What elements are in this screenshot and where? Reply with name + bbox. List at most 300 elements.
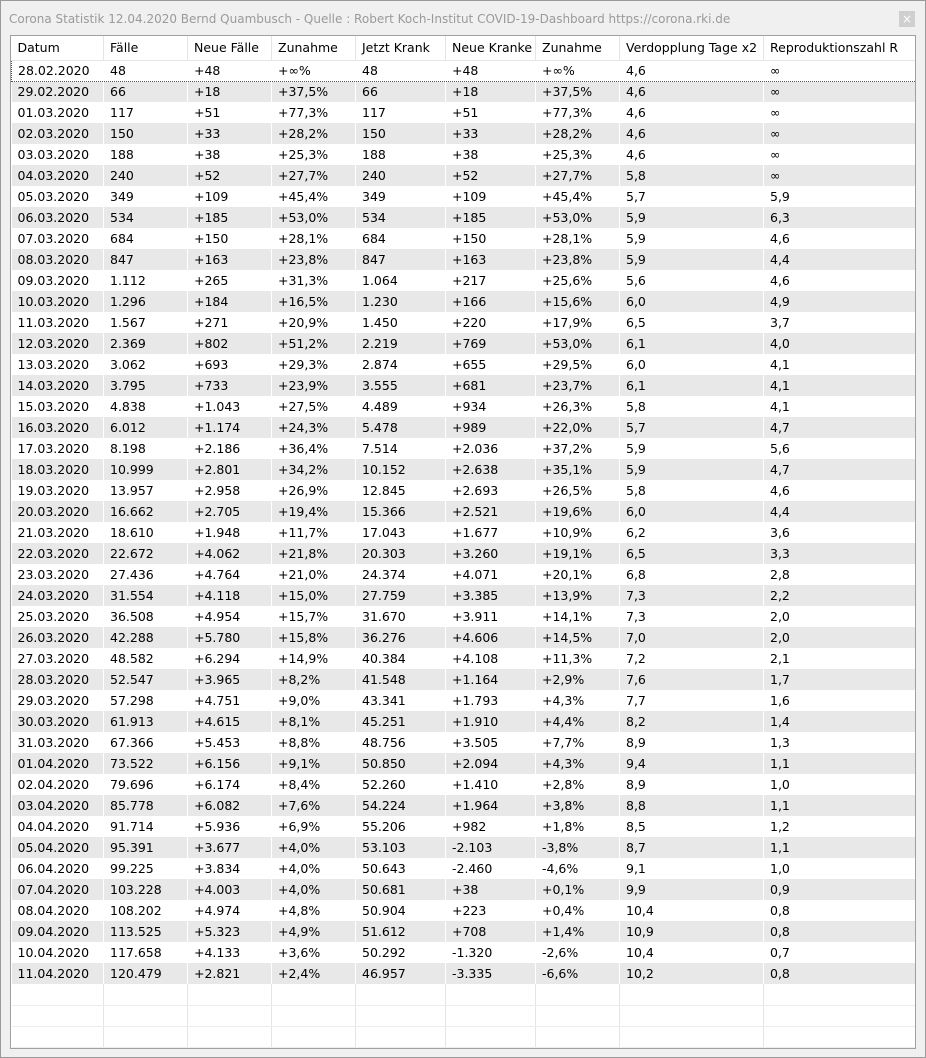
cell-datum: 19.03.2020	[12, 480, 104, 501]
cell-zunahme: +23,9%	[272, 375, 356, 396]
cell-reproduktionszahl: ∞	[764, 165, 916, 186]
table-row[interactable]	[12, 438, 916, 459]
cell-datum: 06.03.2020	[12, 207, 104, 228]
cell-zunahme: +20,9%	[272, 312, 356, 333]
cell-jetzt-krank: 150	[356, 123, 446, 144]
cell-faelle: 117.658	[104, 942, 188, 963]
cell-jetzt-krank: 117	[356, 102, 446, 123]
cell-neue-kranke: +163	[446, 249, 536, 270]
cell-faelle: 108.202	[104, 900, 188, 921]
table-row[interactable]	[12, 879, 916, 900]
cell-faelle: 73.522	[104, 753, 188, 774]
table-row[interactable]	[12, 249, 916, 270]
empty-cell	[188, 1026, 272, 1047]
cell-zunahme: +28,1%	[272, 228, 356, 249]
cell-reproduktionszahl: 1,1	[764, 753, 916, 774]
cell-zunahme-kranke: +∞%	[536, 60, 620, 81]
cell-neue-kranke: -1.320	[446, 942, 536, 963]
cell-faelle: 103.228	[104, 879, 188, 900]
cell-verdopplung: 5,9	[620, 438, 764, 459]
cell-neue-faelle: +2.958	[188, 480, 272, 501]
table-row[interactable]	[12, 774, 916, 795]
empty-cell	[272, 1026, 356, 1047]
table-row[interactable]	[12, 942, 916, 963]
header-zunahme-kranke[interactable]: Zunahme	[536, 36, 620, 60]
cell-zunahme: +19,4%	[272, 501, 356, 522]
cell-neue-faelle: +3.677	[188, 837, 272, 858]
table-row[interactable]	[12, 921, 916, 942]
cell-jetzt-krank: 17.043	[356, 522, 446, 543]
cell-neue-faelle: +51	[188, 102, 272, 123]
cell-verdopplung: 5,9	[620, 249, 764, 270]
cell-zunahme: +29,3%	[272, 354, 356, 375]
cell-neue-kranke: +655	[446, 354, 536, 375]
cell-faelle: 1.112	[104, 270, 188, 291]
cell-zunahme: +28,2%	[272, 123, 356, 144]
cell-neue-faelle: +4.974	[188, 900, 272, 921]
empty-cell	[764, 1005, 916, 1026]
cell-jetzt-krank: 50.292	[356, 942, 446, 963]
cell-neue-faelle: +4.751	[188, 690, 272, 711]
cell-jetzt-krank: 46.957	[356, 963, 446, 984]
cell-neue-faelle: +2.186	[188, 438, 272, 459]
cell-datum: 05.04.2020	[12, 837, 104, 858]
cell-zunahme: +4,0%	[272, 879, 356, 900]
cell-datum: 06.04.2020	[12, 858, 104, 879]
empty-row	[12, 1005, 916, 1026]
cell-neue-kranke: +33	[446, 123, 536, 144]
cell-zunahme: +16,5%	[272, 291, 356, 312]
cell-jetzt-krank: 41.548	[356, 669, 446, 690]
empty-cell	[12, 1026, 104, 1047]
cell-reproduktionszahl: 3,7	[764, 312, 916, 333]
table-row[interactable]	[12, 459, 916, 480]
empty-cell	[764, 1026, 916, 1047]
empty-cell	[446, 1026, 536, 1047]
cell-zunahme: +11,7%	[272, 522, 356, 543]
cell-zunahme: +31,3%	[272, 270, 356, 291]
cell-verdopplung: 6,0	[620, 354, 764, 375]
cell-faelle: 91.714	[104, 816, 188, 837]
cell-neue-kranke: +220	[446, 312, 536, 333]
cell-datum: 28.03.2020	[12, 669, 104, 690]
cell-zunahme-kranke: +14,5%	[536, 627, 620, 648]
cell-reproduktionszahl: 0,8	[764, 900, 916, 921]
cell-zunahme: +7,6%	[272, 795, 356, 816]
cell-verdopplung: 4,6	[620, 123, 764, 144]
cell-neue-kranke: +989	[446, 417, 536, 438]
cell-reproduktionszahl: 0,7	[764, 942, 916, 963]
table-row[interactable]	[12, 900, 916, 921]
table-row[interactable]	[12, 816, 916, 837]
cell-verdopplung: 7,3	[620, 585, 764, 606]
cell-jetzt-krank: 48	[356, 60, 446, 81]
cell-faelle: 22.672	[104, 543, 188, 564]
cell-reproduktionszahl: 0,9	[764, 879, 916, 900]
cell-jetzt-krank: 36.276	[356, 627, 446, 648]
cell-reproduktionszahl: 4,1	[764, 354, 916, 375]
cell-zunahme-kranke: +27,7%	[536, 165, 620, 186]
column-header-row	[12, 36, 916, 60]
cell-jetzt-krank: 52.260	[356, 774, 446, 795]
empty-cell	[272, 984, 356, 1005]
cell-jetzt-krank: 66	[356, 81, 446, 102]
cell-verdopplung: 10,4	[620, 900, 764, 921]
cell-verdopplung: 5,8	[620, 165, 764, 186]
cell-neue-faelle: +3.834	[188, 858, 272, 879]
cell-reproduktionszahl: 4,1	[764, 396, 916, 417]
cell-faelle: 57.298	[104, 690, 188, 711]
cell-neue-faelle: +38	[188, 144, 272, 165]
table-row[interactable]	[12, 522, 916, 543]
cell-zunahme-kranke: +4,4%	[536, 711, 620, 732]
cell-datum: 10.03.2020	[12, 291, 104, 312]
header-faelle[interactable]: Fälle	[104, 36, 188, 60]
cell-zunahme: +4,0%	[272, 837, 356, 858]
cell-verdopplung: 8,9	[620, 732, 764, 753]
table-row[interactable]	[12, 858, 916, 879]
cell-reproduktionszahl: 0,8	[764, 963, 916, 984]
cell-datum: 05.03.2020	[12, 186, 104, 207]
cell-jetzt-krank: 3.555	[356, 375, 446, 396]
table-row[interactable]	[12, 396, 916, 417]
cell-verdopplung: 4,6	[620, 102, 764, 123]
cell-neue-faelle: +5.936	[188, 816, 272, 837]
cell-neue-kranke: +3.260	[446, 543, 536, 564]
cell-reproduktionszahl: 1,7	[764, 669, 916, 690]
cell-neue-faelle: +5.323	[188, 921, 272, 942]
table-row[interactable]	[12, 270, 916, 291]
cell-jetzt-krank: 534	[356, 207, 446, 228]
cell-neue-faelle: +33	[188, 123, 272, 144]
cell-jetzt-krank: 349	[356, 186, 446, 207]
cell-reproduktionszahl: 2,1	[764, 648, 916, 669]
cell-reproduktionszahl: 4,4	[764, 249, 916, 270]
cell-neue-faelle: +271	[188, 312, 272, 333]
cell-faelle: 16.662	[104, 501, 188, 522]
cell-jetzt-krank: 10.152	[356, 459, 446, 480]
cell-neue-kranke: +38	[446, 879, 536, 900]
cell-faelle: 1.567	[104, 312, 188, 333]
cell-zunahme-kranke: +53,0%	[536, 207, 620, 228]
cell-neue-faelle: +4.954	[188, 606, 272, 627]
cell-neue-kranke: +1.910	[446, 711, 536, 732]
table-row[interactable]	[12, 207, 916, 228]
cell-verdopplung: 7,7	[620, 690, 764, 711]
header-neue-kranke[interactable]: Neue Kranke	[446, 36, 536, 60]
cell-datum: 01.04.2020	[12, 753, 104, 774]
cell-faelle: 18.610	[104, 522, 188, 543]
cell-datum: 17.03.2020	[12, 438, 104, 459]
cell-zunahme: +8,2%	[272, 669, 356, 690]
cell-zunahme: +14,9%	[272, 648, 356, 669]
table-row[interactable]	[12, 837, 916, 858]
table-row[interactable]	[12, 795, 916, 816]
cell-datum: 18.03.2020	[12, 459, 104, 480]
header-jetzt-krank[interactable]: Jetzt Krank	[356, 36, 446, 60]
cell-verdopplung: 4,6	[620, 144, 764, 165]
cell-neue-faelle: +6.294	[188, 648, 272, 669]
cell-datum: 29.02.2020	[12, 81, 104, 102]
cell-verdopplung: 6,0	[620, 291, 764, 312]
cell-datum: 07.04.2020	[12, 879, 104, 900]
cell-reproduktionszahl: 1,3	[764, 732, 916, 753]
cell-faelle: 188	[104, 144, 188, 165]
cell-neue-kranke: +934	[446, 396, 536, 417]
empty-cell	[104, 1026, 188, 1047]
cell-datum: 20.03.2020	[12, 501, 104, 522]
cell-neue-faelle: +5.780	[188, 627, 272, 648]
cell-neue-faelle: +1.043	[188, 396, 272, 417]
header-neue-faelle[interactable]: Neue Fälle	[188, 36, 272, 60]
cell-zunahme: +6,9%	[272, 816, 356, 837]
cell-verdopplung: 7,6	[620, 669, 764, 690]
cell-neue-faelle: +4.615	[188, 711, 272, 732]
table-row[interactable]	[12, 375, 916, 396]
cell-reproduktionszahl: 5,9	[764, 186, 916, 207]
cell-reproduktionszahl: 4,6	[764, 228, 916, 249]
table-row[interactable]	[12, 669, 916, 690]
cell-faelle: 85.778	[104, 795, 188, 816]
cell-reproduktionszahl: 4,1	[764, 375, 916, 396]
cell-faelle: 27.436	[104, 564, 188, 585]
cell-faelle: 534	[104, 207, 188, 228]
cell-verdopplung: 8,5	[620, 816, 764, 837]
cell-reproduktionszahl: 4,4	[764, 501, 916, 522]
cell-faelle: 349	[104, 186, 188, 207]
cell-datum: 11.03.2020	[12, 312, 104, 333]
cell-reproduktionszahl: 2,8	[764, 564, 916, 585]
cell-zunahme-kranke: +19,1%	[536, 543, 620, 564]
cell-neue-faelle: +2.821	[188, 963, 272, 984]
cell-neue-kranke: +2.036	[446, 438, 536, 459]
table-row[interactable]	[12, 480, 916, 501]
cell-reproduktionszahl: 1,1	[764, 837, 916, 858]
cell-jetzt-krank: 2.219	[356, 333, 446, 354]
cell-zunahme-kranke: +17,9%	[536, 312, 620, 333]
cell-faelle: 117	[104, 102, 188, 123]
table-row[interactable]	[12, 648, 916, 669]
cell-zunahme-kranke: +13,9%	[536, 585, 620, 606]
cell-neue-kranke: +185	[446, 207, 536, 228]
cell-verdopplung: 5,6	[620, 270, 764, 291]
cell-neue-faelle: +4.764	[188, 564, 272, 585]
cell-verdopplung: 6,0	[620, 501, 764, 522]
cell-zunahme-kranke: -2,6%	[536, 942, 620, 963]
cell-neue-kranke: +3.505	[446, 732, 536, 753]
cell-faelle: 3.795	[104, 375, 188, 396]
table-row[interactable]	[12, 123, 916, 144]
cell-jetzt-krank: 847	[356, 249, 446, 270]
table-row[interactable]	[12, 60, 916, 81]
table-row[interactable]	[12, 732, 916, 753]
cell-zunahme: +∞%	[272, 60, 356, 81]
cell-reproduktionszahl: 4,9	[764, 291, 916, 312]
cell-verdopplung: 4,6	[620, 60, 764, 81]
table-row[interactable]	[12, 81, 916, 102]
cell-zunahme: +37,5%	[272, 81, 356, 102]
cell-jetzt-krank: 1.230	[356, 291, 446, 312]
header-verdopplung[interactable]: Verdopplung Tage x2	[620, 36, 764, 60]
cell-neue-kranke: -2.103	[446, 837, 536, 858]
cell-jetzt-krank: 43.341	[356, 690, 446, 711]
cell-jetzt-krank: 50.904	[356, 900, 446, 921]
cell-datum: 23.03.2020	[12, 564, 104, 585]
table-row[interactable]	[12, 711, 916, 732]
cell-reproduktionszahl: 1,4	[764, 711, 916, 732]
cell-reproduktionszahl: 4,0	[764, 333, 916, 354]
cell-datum: 01.03.2020	[12, 102, 104, 123]
cell-zunahme: +15,8%	[272, 627, 356, 648]
cell-reproduktionszahl: 1,1	[764, 795, 916, 816]
statistics-table[interactable]	[10, 35, 916, 1049]
table-row[interactable]	[12, 585, 916, 606]
cell-faelle: 67.366	[104, 732, 188, 753]
cell-zunahme-kranke: +26,5%	[536, 480, 620, 501]
cell-zunahme-kranke: +4,3%	[536, 690, 620, 711]
cell-neue-faelle: +733	[188, 375, 272, 396]
table-row[interactable]	[12, 312, 916, 333]
table-row[interactable]	[12, 165, 916, 186]
cell-jetzt-krank: 40.384	[356, 648, 446, 669]
cell-reproduktionszahl: 2,0	[764, 606, 916, 627]
cell-faelle: 2.369	[104, 333, 188, 354]
empty-row	[12, 1026, 916, 1047]
table-row[interactable]	[12, 333, 916, 354]
cell-verdopplung: 6,8	[620, 564, 764, 585]
header-zunahme[interactable]: Zunahme	[272, 36, 356, 60]
cell-jetzt-krank: 1.450	[356, 312, 446, 333]
cell-neue-kranke: +1.164	[446, 669, 536, 690]
cell-reproduktionszahl: 4,7	[764, 417, 916, 438]
cell-reproduktionszahl: 1,2	[764, 816, 916, 837]
table-row[interactable]	[12, 417, 916, 438]
header-datum[interactable]: Datum	[12, 36, 104, 60]
cell-zunahme-kranke: -6,6%	[536, 963, 620, 984]
cell-zunahme: +36,4%	[272, 438, 356, 459]
cell-datum: 11.04.2020	[12, 963, 104, 984]
table-row[interactable]	[12, 291, 916, 312]
cell-datum: 08.04.2020	[12, 900, 104, 921]
table-row[interactable]	[12, 186, 916, 207]
cell-neue-kranke: +681	[446, 375, 536, 396]
cell-neue-faelle: +6.156	[188, 753, 272, 774]
cell-verdopplung: 7,3	[620, 606, 764, 627]
close-button[interactable]	[899, 11, 915, 27]
table-row[interactable]	[12, 564, 916, 585]
cell-neue-faelle: +265	[188, 270, 272, 291]
table-row[interactable]	[12, 354, 916, 375]
cell-neue-faelle: +109	[188, 186, 272, 207]
cell-datum: 27.03.2020	[12, 648, 104, 669]
cell-zunahme-kranke: +4,3%	[536, 753, 620, 774]
cell-zunahme-kranke: +2,8%	[536, 774, 620, 795]
table-row[interactable]	[12, 543, 916, 564]
cell-zunahme: +23,8%	[272, 249, 356, 270]
table-row[interactable]	[12, 606, 916, 627]
cell-reproduktionszahl: 1,6	[764, 690, 916, 711]
cell-zunahme: +9,0%	[272, 690, 356, 711]
cell-faelle: 847	[104, 249, 188, 270]
cell-verdopplung: 6,1	[620, 375, 764, 396]
cell-faelle: 13.957	[104, 480, 188, 501]
cell-neue-faelle: +184	[188, 291, 272, 312]
table-row[interactable]	[12, 690, 916, 711]
cell-jetzt-krank: 1.064	[356, 270, 446, 291]
cell-zunahme-kranke: +0,4%	[536, 900, 620, 921]
cell-jetzt-krank: 54.224	[356, 795, 446, 816]
cell-neue-faelle: +4.133	[188, 942, 272, 963]
table-row[interactable]	[12, 102, 916, 123]
cell-zunahme-kranke: +35,1%	[536, 459, 620, 480]
cell-datum: 15.03.2020	[12, 396, 104, 417]
cell-zunahme-kranke: +15,6%	[536, 291, 620, 312]
cell-verdopplung: 4,6	[620, 81, 764, 102]
cell-zunahme: +34,2%	[272, 459, 356, 480]
cell-datum: 04.04.2020	[12, 816, 104, 837]
cell-faelle: 99.225	[104, 858, 188, 879]
cell-zunahme: +21,0%	[272, 564, 356, 585]
cell-zunahme-kranke: +20,1%	[536, 564, 620, 585]
table-row[interactable]	[12, 501, 916, 522]
table-row[interactable]	[12, 963, 916, 984]
empty-row	[12, 984, 916, 1005]
empty-cell	[764, 984, 916, 1005]
cell-zunahme-kranke: +11,3%	[536, 648, 620, 669]
cell-zunahme-kranke: +28,2%	[536, 123, 620, 144]
cell-reproduktionszahl: 2,2	[764, 585, 916, 606]
header-reproduktionszahl[interactable]: Reproduktionszahl R	[764, 36, 916, 60]
cell-zunahme-kranke: +26,3%	[536, 396, 620, 417]
cell-neue-kranke: +217	[446, 270, 536, 291]
cell-neue-faelle: +2.705	[188, 501, 272, 522]
cell-datum: 09.04.2020	[12, 921, 104, 942]
cell-reproduktionszahl: 0,8	[764, 921, 916, 942]
cell-reproduktionszahl: 4,6	[764, 480, 916, 501]
cell-neue-kranke: +4.071	[446, 564, 536, 585]
cell-verdopplung: 5,8	[620, 396, 764, 417]
cell-zunahme: +25,3%	[272, 144, 356, 165]
cell-neue-kranke: -3.335	[446, 963, 536, 984]
empty-cell	[536, 1026, 620, 1047]
cell-verdopplung: 10,9	[620, 921, 764, 942]
table-row[interactable]	[12, 228, 916, 249]
cell-datum: 04.03.2020	[12, 165, 104, 186]
cell-faelle: 113.525	[104, 921, 188, 942]
cell-neue-kranke: +3.911	[446, 606, 536, 627]
cell-zunahme: +24,3%	[272, 417, 356, 438]
cell-zunahme-kranke: +3,8%	[536, 795, 620, 816]
cell-verdopplung: 5,8	[620, 480, 764, 501]
cell-faelle: 3.062	[104, 354, 188, 375]
cell-reproduktionszahl: ∞	[764, 123, 916, 144]
cell-verdopplung: 5,7	[620, 417, 764, 438]
empty-cell	[620, 1026, 764, 1047]
cell-faelle: 240	[104, 165, 188, 186]
empty-cell	[356, 1005, 446, 1026]
cell-neue-kranke: +52	[446, 165, 536, 186]
table-row[interactable]	[12, 144, 916, 165]
cell-jetzt-krank: 15.366	[356, 501, 446, 522]
empty-cell	[188, 1005, 272, 1026]
cell-neue-kranke: +18	[446, 81, 536, 102]
title-bar[interactable]	[1, 1, 925, 35]
table-row[interactable]	[12, 627, 916, 648]
cell-reproduktionszahl: 4,6	[764, 270, 916, 291]
cell-zunahme: +53,0%	[272, 207, 356, 228]
table-row[interactable]	[12, 753, 916, 774]
cell-jetzt-krank: 188	[356, 144, 446, 165]
